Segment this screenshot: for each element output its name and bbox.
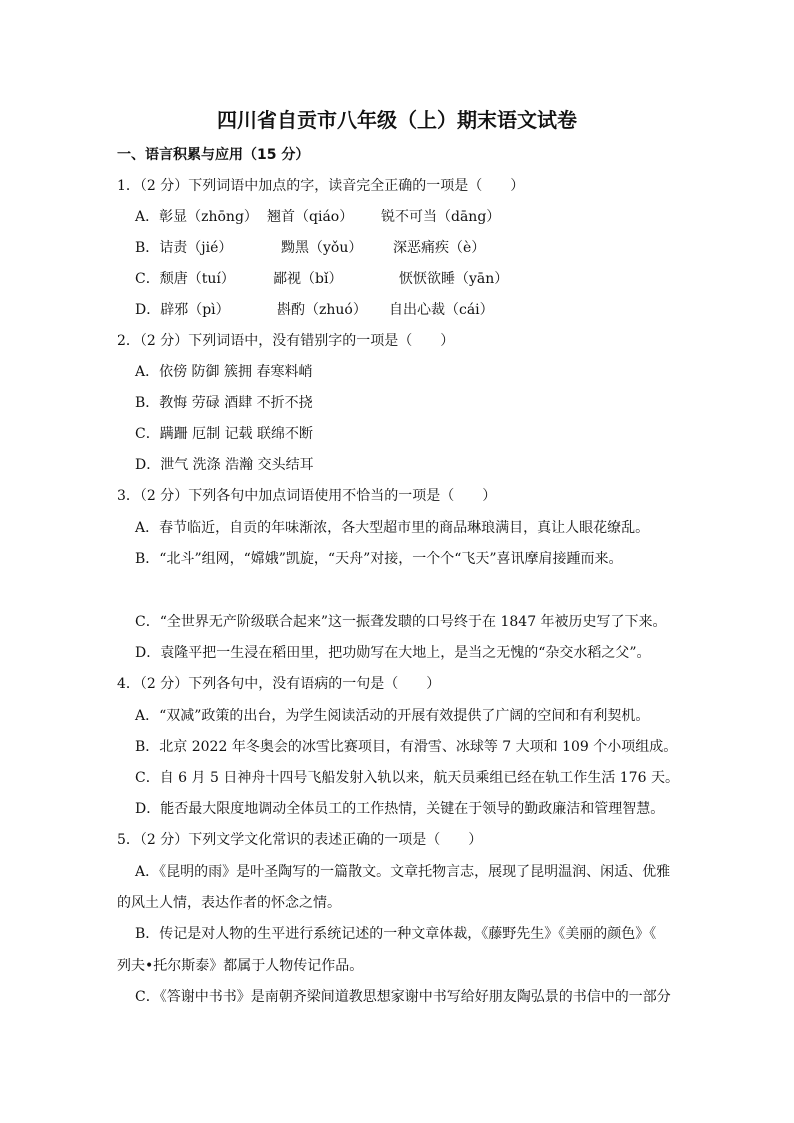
question-4-stem: 4．（2 分）下列各句中，没有语病的一句是（ ） xyxy=(117,676,441,692)
q4-option-a: A．“双减”政策的出台，为学生阅读活动的开展有效提供了广阔的空间和有利契机。 xyxy=(135,708,650,724)
page-title: 四川省自贡市八年级（上）期末语文试卷 xyxy=(217,108,577,132)
q5-option-c-line1: C．《答谢中书书》是南朝齐梁间道教思想家谢中书写给好朋友陶弘景的书信中的一部分 xyxy=(135,989,671,1005)
q3-option-b: B．“北斗”组网，“嫦娥”凯旋，“天舟”对接，一个个“飞天”喜讯摩肩接踵而来。 xyxy=(135,551,623,567)
question-1-stem: 1．（2 分）下列词语中加点的字，读音完全正确的一项是（ ） xyxy=(117,178,525,194)
question-3-stem: 3．（2 分）下列各句中加点词语使用不恰当的一项是（ ） xyxy=(117,488,497,504)
q4-option-b: B．北京 2022 年冬奥会的冰雪比赛项目，有滑雪、冰球等 7 大项和 109 个小项组成。 xyxy=(135,739,678,755)
q5-option-b-line2: 列夫•托尔斯泰》都属于人物传记作品。 xyxy=(117,958,364,974)
q5-option-a-line1: A．《昆明的雨》是叶圣陶写的一篇散文。文章托物言志，展现了昆明温润、闲适、优雅 xyxy=(135,864,671,880)
q3-option-d: D．袁隆平把一生浸在稻田里，把功勋写在大地上，是当之无愧的“杂交水稻之父”。 xyxy=(135,645,651,661)
q2-option-d: D．泄气 洗涤 浩瀚 交头结耳 xyxy=(135,457,314,473)
q2-option-a: A．依傍 防御 簇拥 春寒料峭 xyxy=(135,364,313,380)
section-heading: 一、语言积累与应用（15 分） xyxy=(117,147,310,163)
exam-page: 四川省自贡市八年级（上）期末语文试卷 一、语言积累与应用（15 分） 1．（2 分）下列词语中加点的字，读音完全正确的一项是（ ） A．彰显（zhōng） 翘首（qiáo） 锐不可当（dāng） B．诘责（jié） 黝黑（yǒu） 深恶痛疾（è） C．颓唐（tuí） 鄙视（bǐ） 恹恹欲睡（yān） D．辟邪（pì） 斟酌（zhuó） 自出心裁（cái） 2．（2 分）下列词语中，没有错别字的一项是（ ） A．依傍 防御 簇拥 春寒料峭 B．教悔 劳碌 酒肆 不折不挠 C．蹒跚 厄制 记载 联绵不断 D．泄气 洗涤 浩瀚 交头结耳 3．（2 分）下列各句中加点词语使用不恰当的一项是（ ） A．春节临近，自贡的年味渐浓，各大型超市里的商品琳琅满目，真让人眼花缭乱。 B．“北斗”组网，“嫦娥”凯旋，“天舟”对接，一个个“飞天”喜讯摩肩接踵而来。 C．“全世界无产阶级联合起来”这一振聋发聩的口号终于在 1847 年被历史写了下来。 D．袁隆平把一生浸在稻田里，把功勋写在大地上，是当之无愧的“杂交水稻之父”。 4．（2 分）下列各句中，没有语病的一句是（ ） A．“双减”政策的出台，为学生阅读活动的开展有效提供了广阔的空间和有利契机。 B．北京 2022 年冬奥会的冰雪比赛项目，有滑雪、冰球等 7 大项和 109 个小项组成。 C．自 6 月 5 日神舟十四号飞船发射入轨以来，航天员乘组已经在轨工作生活 176 天。 D．能否最大限度地调动全体员工的工作热情，关键在于领导的勤政廉洁和管理智慧。 5．（2 分）下列文学文化常识的表述正确的一项是（ ） A．《昆明的雨》是叶圣陶写的一篇散文。文章托物言志，展现了昆明温润、闲适、优雅 的风土人情，表达作者的怀念之情。 B．传记是对人物的生平进行系统记述的一种文章体裁，《藤野先生》《美丽的颜色》《 列夫•托尔斯泰》都属于人物传记作品。 C．《答谢中书书》是南朝齐梁间道教思想家谢中书写给好朋友陶弘景的书信中的一部分 xyxy=(0,0,794,1123)
q5-option-b-line1: B．传记是对人物的生平进行系统记述的一种文章体裁，《藤野先生》《美丽的颜色》《 xyxy=(135,926,657,942)
q4-option-d: D．能否最大限度地调动全体员工的工作热情，关键在于领导的勤政廉洁和管理智慧。 xyxy=(135,801,665,817)
question-5-stem: 5．（2 分）下列文学文化常识的表述正确的一项是（ ） xyxy=(117,832,483,848)
q2-option-c: C．蹒跚 厄制 记载 联绵不断 xyxy=(135,426,314,442)
q5-option-a-line2: 的风土人情，表达作者的怀念之情。 xyxy=(117,895,341,911)
q3-option-a: A．春节临近，自贡的年味渐浓，各大型超市里的商品琳琅满目，真让人眼花缭乱。 xyxy=(135,520,650,536)
q4-option-c: C．自 6 月 5 日神舟十四号飞船发射入轨以来，航天员乘组已经在轨工作生活 176 天。 xyxy=(135,770,679,786)
question-2-stem: 2．（2 分）下列词语中，没有错别字的一项是（ ） xyxy=(117,333,455,349)
q3-option-c: C．“全世界无产阶级联合起来”这一振聋发聩的口号终于在 1847 年被历史写了下来。 xyxy=(135,614,667,630)
q2-option-b: B．教悔 劳碌 酒肆 不折不挠 xyxy=(135,395,313,411)
